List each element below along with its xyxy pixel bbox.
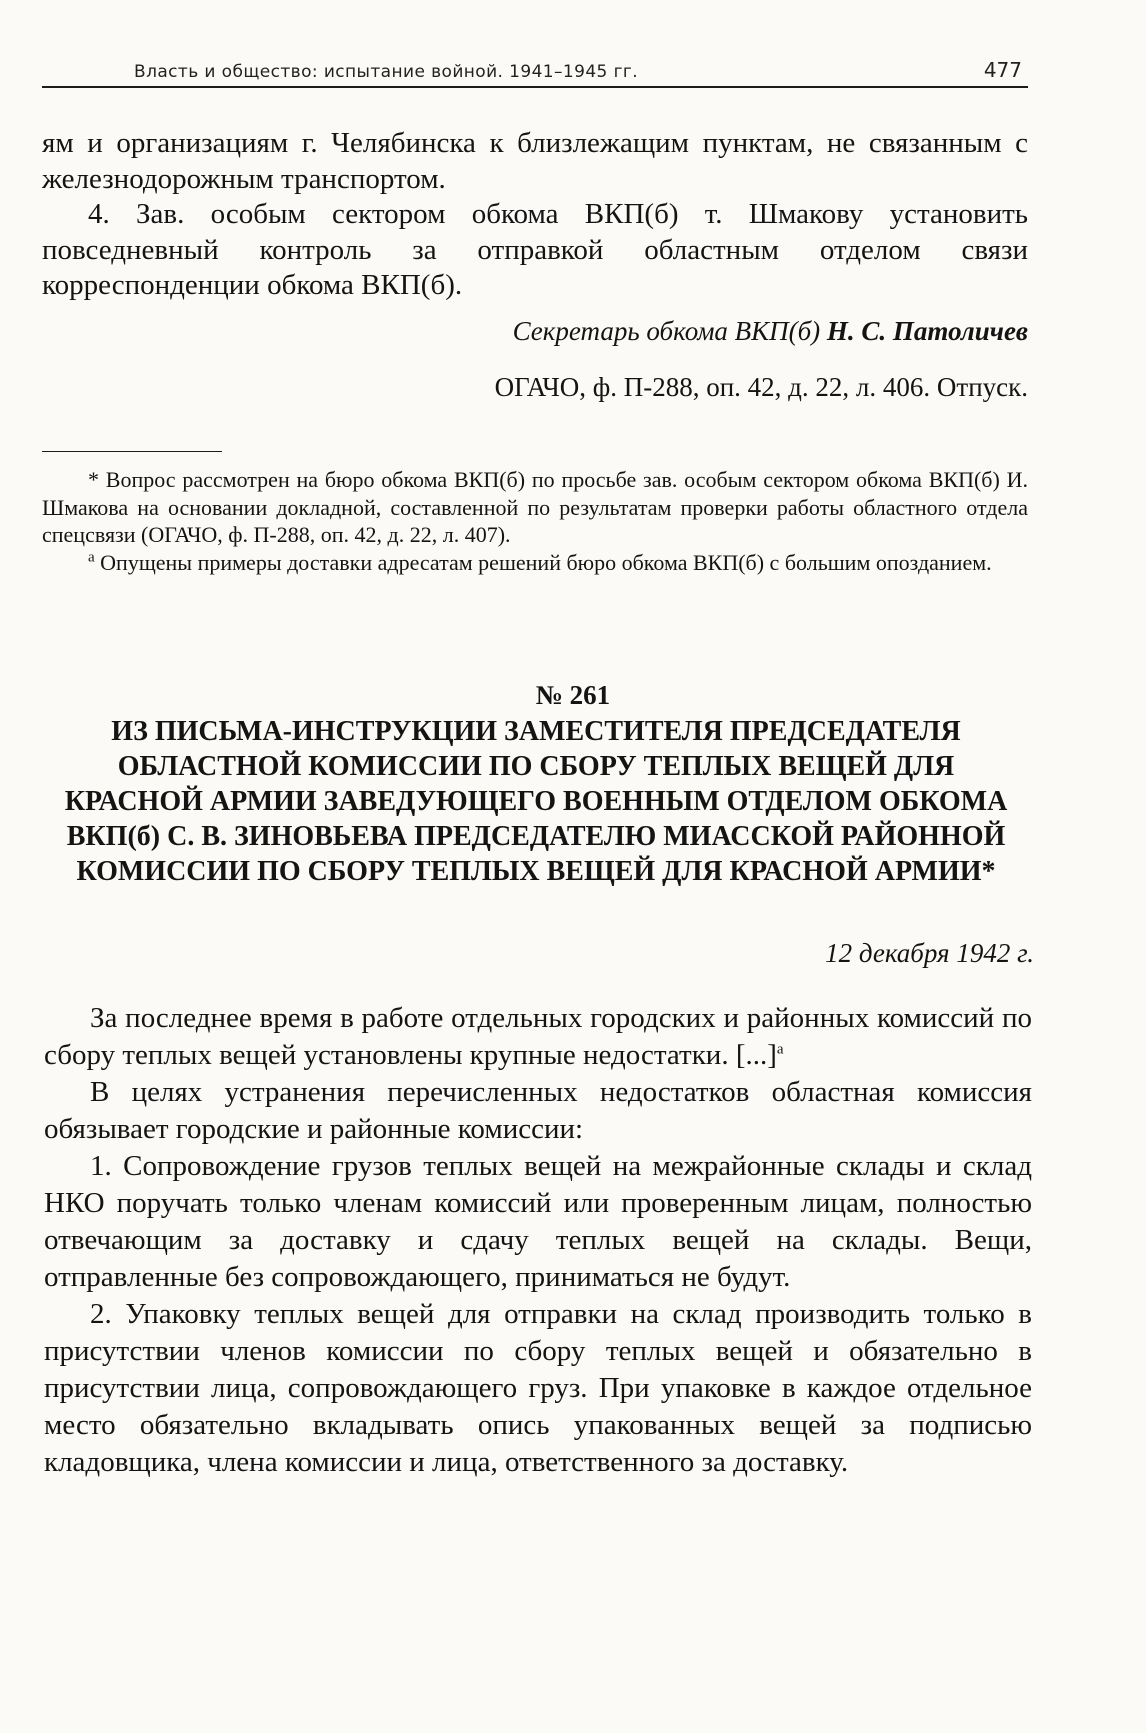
signature-line <box>42 314 1028 348</box>
header-title: Власть и общество: испытание войной. 1941–1945 гг. <box>134 62 639 82</box>
footnote-a <box>42 549 1028 577</box>
paragraph-continuation: ям и организациям г. Челябинска к близлежащим пунктам, не связанным с железнодорожным транспортом. <box>42 127 1028 195</box>
previous-document-ending <box>42 126 1028 404</box>
body-paragraph-3: 1. Сопровождение грузов теплых вещей на межрайонные склады и склад НКО поручать только членам комиссий или проверенным лицам, полностью отвечающим за доставку и сдачу теплых вещей на склады. Вещи, отправленные без сопровождающего, приниматься не будут. <box>44 1150 1032 1293</box>
signature-role: Секретарь обкома ВКП(б) <box>512 315 821 346</box>
footnotes <box>42 466 1028 576</box>
footnote-a-mark: а <box>88 549 95 566</box>
body-footnote-a-mark: а <box>776 1041 784 1058</box>
document-date: 12 декабря 1942 г. <box>825 938 1034 968</box>
body-paragraph-1 <box>44 1000 1032 1074</box>
body-paragraph-1-text: За последнее время в работе отдельных городских и районных комиссий по сбору теплых вещей установлены крупные недостатки. [...] <box>44 1002 1032 1071</box>
signature-name: Н. С. Патоличев <box>826 315 1028 346</box>
body-paragraph-4: 2. Упаковку теплых вещей для отправки на склад производить только в присутствии членов комиссии по сбору теплых вещей и обязательно в присутствии лица, сопровождающего груз. При упаковке в каждое отдельное место обязательно вкладывать опись упакованных вещей за подписью кладовщика, члена комиссии и лица, ответственного за доставку. <box>44 1298 1032 1478</box>
paragraph-item-4: 4. Зав. особым сектором обкома ВКП(б) т. Шмакову установить повседневный контроль за отправкой областным отделом связи корреспонденции обкома ВКП(б). <box>42 198 1028 301</box>
running-header <box>42 46 1028 88</box>
document-body <box>44 1000 1032 1481</box>
body-paragraph-2: В целях устранения перечисленных недостатков областная комиссия обязывает городские и районные комиссии: <box>44 1076 1032 1145</box>
document-number: № 261 <box>535 680 611 710</box>
page-number: 477 <box>983 58 1022 82</box>
archive-reference: ОГАЧО, ф. П-288, оп. 42, д. 22, л. 406. Отпуск. <box>494 371 1028 402</box>
footnote-divider <box>42 451 222 452</box>
document-title: ИЗ ПИСЬМА-ИНСТРУКЦИИ ЗАМЕСТИТЕЛЯ ПРЕДСЕДАТЕЛЯ ОБЛАСТНОЙ КОМИССИИ ПО СБОРУ ТЕПЛЫХ ВЕЩЕЙ ДЛЯ КРАСНОЙ АРМИИ ЗАВЕДУЮЩЕГО ВОЕННЫМ ОТДЕЛОМ ОБКОМА ВКП(б) С. В. ЗИНОВЬЕВА ПРЕДСЕДАТЕЛЮ МИАССКОЙ РАЙОННОЙ КОМИССИИ ПО СБОРУ ТЕПЛЫХ ВЕЩЕЙ ДЛЯ КРАСНОЙ АРМИИ* <box>64 716 1008 887</box>
footnote-star: * Вопрос рассмотрен на бюро обкома ВКП(б) по просьбе зав. особым сектором обкома ВКП(б) И. Шмакова на основании докладной, составленной по результатам проверки работы областного отдела спецсвязи (ОГАЧО, ф. П-288, оп. 42, д. 22, л. 407). <box>42 467 1028 547</box>
footnote-a-text: Опущены примеры доставки адресатам решений бюро обкома ВКП(б) с большим опозданием. <box>94 549 992 575</box>
